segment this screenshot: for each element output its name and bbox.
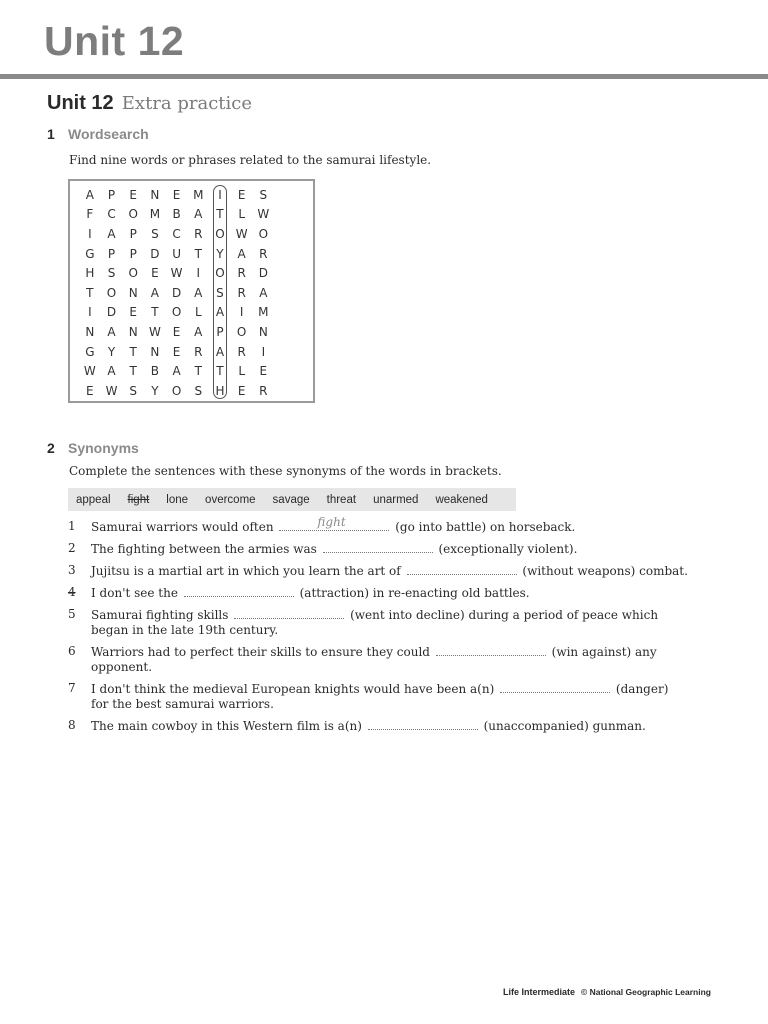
sentence-before: The main cowboy in this Western film is a(n) [91, 719, 362, 733]
sentence-before: Warriors had to perfect their skills to ensure they could [91, 645, 430, 659]
wordsearch-letter[interactable]: G [85, 246, 95, 261]
wordsearch-row [79, 263, 274, 283]
wordsearch-letter[interactable]: L [238, 364, 245, 379]
wordsearch-row [79, 322, 274, 342]
answer-blank[interactable] [279, 515, 389, 531]
wordsearch-letter[interactable]: M [193, 187, 204, 202]
wordsearch-letter[interactable]: W [105, 383, 118, 398]
wordsearch-letter[interactable]: O [215, 266, 225, 281]
wordsearch-grid [68, 179, 315, 403]
wordsearch-letter[interactable]: E [151, 266, 159, 281]
sentence-before: I don't see the [91, 586, 178, 600]
wordsearch-letter[interactable]: M [149, 207, 161, 222]
wordsearch-letter[interactable]: D [150, 246, 160, 261]
wordsearch-letter[interactable]: N [258, 324, 268, 339]
sentence-item [68, 563, 688, 579]
wordsearch-letter[interactable]: I [239, 305, 244, 320]
wordsearch-letter[interactable]: R [194, 344, 203, 359]
wordsearch-letter[interactable]: S [194, 383, 203, 398]
wordsearch-letter[interactable]: A [150, 285, 160, 300]
header-rule [0, 74, 768, 79]
wordsearch-letter[interactable]: M [258, 305, 269, 320]
wordsearch-letter[interactable]: A [259, 285, 268, 300]
word-bank [68, 488, 516, 511]
sentence-number: 5 [68, 607, 76, 621]
wordsearch-letter[interactable]: O [171, 305, 182, 320]
wordsearch-row [79, 205, 274, 225]
answer-blank[interactable] [184, 585, 294, 597]
wordsearch-letter[interactable]: I [88, 226, 92, 241]
sentence-item [68, 515, 688, 535]
sentence-number: 6 [68, 644, 76, 658]
sentence-after: (win against) any opponent. [91, 645, 657, 674]
page-title-subtitle: Extra practice [121, 93, 253, 114]
answer-blank[interactable] [436, 644, 546, 656]
page-title [47, 92, 252, 115]
sentence-list [68, 515, 688, 740]
footer [503, 987, 711, 997]
wordsearch-letter[interactable]: W [83, 364, 96, 379]
wordsearch-row [79, 361, 274, 381]
wordsearch-letter[interactable]: E [259, 364, 268, 379]
wordsearch-row [79, 283, 274, 303]
sentence-after: (went into decline) during a period of peace which began in the late 19th century. [91, 608, 659, 637]
wordsearch-letter[interactable]: E [172, 344, 181, 359]
sentence-number: 1 [68, 519, 76, 533]
wordsearch-letter[interactable]: C [172, 226, 181, 241]
wordsearch-letter[interactable]: A [85, 187, 94, 202]
wordsearch-letter[interactable]: P [129, 226, 137, 241]
footer-copyright: © National Geographic Learning [580, 987, 711, 997]
wordsearch-letter[interactable]: A [237, 246, 246, 261]
section-1-heading [47, 126, 149, 142]
wordsearch-row [79, 185, 274, 205]
wordsearch-letter[interactable]: R [194, 226, 203, 241]
wordsearch-letter[interactable]: E [172, 324, 181, 339]
word-bank-item: appeal [76, 493, 111, 506]
sentence-before: The fighting between the armies was [91, 542, 317, 556]
sentence-item [68, 681, 688, 712]
wordsearch-letter[interactable]: B [172, 207, 181, 222]
wordsearch-letter[interactable]: I [196, 266, 201, 281]
wordsearch-letter[interactable]: H [215, 383, 225, 398]
wordsearch-letter[interactable]: O [258, 226, 269, 241]
word-bank-item: unarmed [373, 493, 419, 506]
wordsearch-letter[interactable]: T [194, 364, 202, 379]
word-bank-item: weakened [435, 493, 488, 506]
wordsearch-letter[interactable]: N [150, 187, 160, 202]
section-2-title: Synonyms [68, 440, 139, 456]
wordsearch-letter[interactable]: A [107, 226, 116, 241]
wordsearch-letter[interactable]: A [194, 285, 203, 300]
sentence-item [68, 644, 688, 675]
wordsearch-letter[interactable]: E [237, 187, 246, 202]
wordsearch-letter[interactable]: W [148, 324, 161, 339]
wordsearch-letter[interactable]: B [150, 364, 160, 379]
wordsearch-letter[interactable]: S [259, 187, 268, 202]
answer-blank[interactable] [500, 681, 610, 693]
section-1-instruction: Find nine words or phrases related to the samurai lifestyle. [69, 153, 432, 167]
wordsearch-letter[interactable]: I [218, 187, 222, 202]
wordsearch-letter[interactable]: T [129, 364, 137, 379]
answer-blank[interactable] [368, 718, 478, 730]
word-bank-item: savage [272, 493, 310, 506]
wordsearch-letter[interactable]: N [128, 324, 138, 339]
wordsearch-letter[interactable]: L [238, 207, 245, 222]
sentence-after: (without weapons) combat. [522, 564, 688, 578]
wordsearch-letter[interactable]: A [194, 324, 203, 339]
sentence-after: (unaccompanied) gunman. [483, 719, 646, 733]
wordsearch-letter[interactable]: T [129, 344, 137, 359]
word-bank-item-used: fight [127, 493, 150, 506]
wordsearch-letter[interactable]: E [86, 383, 94, 398]
sentence-before: Jujitsu is a martial art in which you learn the art of [91, 564, 401, 578]
sentence-number: 2 [68, 541, 76, 555]
sentence-after: (danger) for the best samurai warriors. [91, 682, 669, 711]
wordsearch-row [79, 244, 274, 264]
example-answer: fight [317, 515, 346, 529]
wordsearch-letter[interactable]: A [107, 364, 116, 379]
wordsearch-letter[interactable]: R [237, 266, 246, 281]
sentence-number: 3 [68, 563, 76, 577]
wordsearch-letter[interactable]: O [236, 324, 247, 339]
sentence-number: 8 [68, 718, 76, 732]
wordsearch-letter[interactable]: G [85, 344, 95, 359]
circled-answer-martial-arts [213, 185, 227, 399]
sentence-item [68, 718, 688, 734]
section-2-heading [47, 440, 139, 456]
wordsearch-letter[interactable]: T [216, 364, 224, 379]
wordsearch-letter[interactable]: Y [107, 344, 116, 359]
answer-blank[interactable] [234, 607, 344, 619]
wordsearch-letter[interactable]: W [257, 207, 270, 222]
section-1-number: 1 [47, 126, 55, 142]
answer-blank[interactable] [407, 563, 517, 575]
wordsearch-letter[interactable]: A [107, 324, 116, 339]
sentence-before: I don't think the medieval European knights would have been a(n) [91, 682, 495, 696]
sentence-number: 7 [68, 681, 76, 695]
section-1-title: Wordsearch [68, 126, 149, 142]
wordsearch-letter[interactable]: Y [216, 246, 224, 261]
wordsearch-letter[interactable]: T [194, 246, 202, 261]
wordsearch-letter[interactable]: R [259, 383, 268, 398]
wordsearch-letter[interactable]: S [151, 226, 159, 241]
wordsearch-letter[interactable]: S [129, 383, 138, 398]
wordsearch-letter[interactable]: O [128, 207, 138, 222]
wordsearch-letter[interactable]: P [107, 246, 116, 261]
wordsearch-letter[interactable]: A [215, 305, 225, 320]
wordsearch-letter[interactable]: I [261, 344, 266, 359]
wordsearch-letter[interactable]: P [107, 187, 116, 202]
wordsearch-letter[interactable]: A [194, 207, 203, 222]
wordsearch-letter[interactable]: P [129, 246, 137, 261]
wordsearch-letter[interactable]: E [237, 383, 246, 398]
wordsearch-letter[interactable]: S [216, 285, 224, 300]
wordsearch-letter[interactable]: N [150, 344, 160, 359]
wordsearch-letter[interactable]: A [215, 344, 225, 359]
answer-blank[interactable] [323, 541, 433, 553]
wordsearch-letter[interactable]: D [106, 305, 117, 320]
wordsearch-letter[interactable]: A [172, 364, 181, 379]
word-bank-item: threat [326, 493, 357, 506]
wordsearch-letter[interactable]: I [88, 305, 92, 320]
wordsearch-letter[interactable]: N [85, 324, 95, 339]
wordsearch-letter[interactable]: W [170, 266, 183, 281]
wordsearch-letter[interactable]: D [258, 266, 268, 281]
wordsearch-letter[interactable]: L [194, 305, 202, 320]
wordsearch-letter[interactable]: P [216, 324, 224, 339]
wordsearch-letter[interactable]: C [107, 207, 116, 222]
wordsearch-letter[interactable]: O [106, 285, 117, 300]
wordsearch-letter[interactable]: T [216, 207, 224, 222]
wordsearch-letter[interactable]: S [107, 266, 116, 281]
wordsearch-letter[interactable]: T [151, 305, 159, 320]
sentence-item [68, 585, 688, 601]
wordsearch-row [79, 303, 274, 323]
wordsearch-row [79, 381, 274, 401]
wordsearch-letter[interactable]: T [86, 285, 94, 300]
sentence-item [68, 541, 688, 557]
wordsearch-letter[interactable]: N [128, 285, 138, 300]
wordsearch-letter[interactable]: R [259, 246, 268, 261]
sentence-number: 4 [68, 585, 76, 599]
wordsearch-letter[interactable]: O [171, 383, 182, 398]
sentence-after: (exceptionally violent). [438, 542, 578, 556]
sentence-before: Samurai fighting skills [91, 608, 229, 622]
wordsearch-letter[interactable]: E [129, 305, 138, 320]
word-bank-item: lone [166, 493, 189, 506]
sentence-before: Samurai warriors would often [91, 520, 274, 534]
page-title-unit: Unit 12 [47, 92, 114, 114]
wordsearch-letter[interactable]: F [86, 207, 94, 222]
wordsearch-letter[interactable]: W [235, 226, 248, 241]
wordsearch-table [79, 185, 274, 401]
wordsearch-letter[interactable]: O [215, 226, 225, 241]
wordsearch-row [79, 224, 274, 244]
wordsearch-letter[interactable]: R [237, 285, 246, 300]
word-bank-item: overcome [205, 493, 256, 506]
section-2-number: 2 [47, 440, 55, 456]
wordsearch-letter[interactable]: Y [151, 383, 159, 398]
wordsearch-letter[interactable]: O [128, 266, 138, 281]
section-2-instruction: Complete the sentences with these synonyms of the words in brackets. [69, 464, 502, 478]
footer-book-title: Life Intermediate [502, 987, 575, 997]
sentence-item [68, 607, 688, 638]
wordsearch-letter[interactable]: D [171, 285, 182, 300]
sentence-after: (attraction) in re-enacting old battles. [299, 586, 530, 600]
wordsearch-letter[interactable]: E [129, 187, 138, 202]
wordsearch-letter[interactable]: E [172, 187, 181, 202]
wordsearch-letter[interactable]: R [237, 344, 246, 359]
unit-banner: Unit 12 [44, 18, 185, 64]
wordsearch-row [79, 342, 274, 362]
sentence-after: (go into battle) on horseback. [395, 520, 576, 534]
wordsearch-letter[interactable]: U [172, 246, 181, 261]
wordsearch-letter[interactable]: H [85, 266, 95, 281]
